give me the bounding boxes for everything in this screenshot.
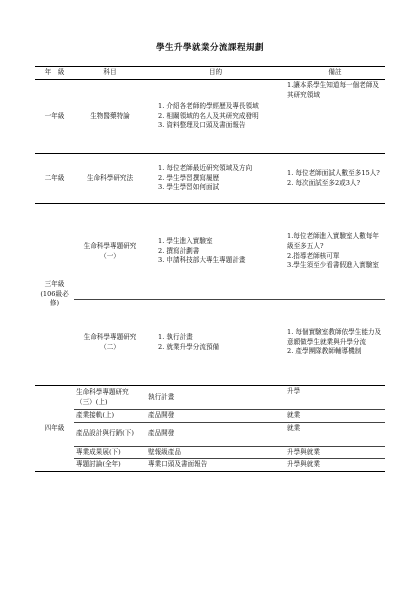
list-item: 3. 學生學習如何面試 xyxy=(158,183,220,192)
header-remark: 備註 xyxy=(328,68,342,77)
table-row xyxy=(35,410,385,423)
list-item: 3.學生須至少看書假進入實驗室 xyxy=(287,261,380,270)
subject-cell: 生物醫藥特論 xyxy=(90,111,130,120)
grade-cell: 二年級 xyxy=(44,173,65,182)
remark-cell: 升學與就業 xyxy=(287,460,320,469)
subject-cell: 專業成果展(下) xyxy=(76,447,121,456)
header-subject: 科目 xyxy=(103,68,117,77)
grade-label: 三年級 xyxy=(44,280,65,289)
grade-cell: 四年級 xyxy=(44,423,65,432)
remark-cell xyxy=(285,80,385,154)
goal-cell xyxy=(146,300,285,386)
subject-cell: 專題討論(全年) xyxy=(76,460,121,469)
page-title: 學生升學就業分流課程規劃 xyxy=(155,43,264,53)
list-item: 2.指導老師核可單 xyxy=(287,251,340,260)
subject-cell: 生命科學專題研究（二） xyxy=(83,332,137,351)
list-item: 1. 每個實驗室教師依學生能力及意願做學生就業與升學分流 xyxy=(287,328,382,346)
remark-cell xyxy=(285,154,385,204)
subject-cell: 產品設計與行銷(下) xyxy=(76,429,134,438)
subject-cell: 生命科學專題研究（一） xyxy=(83,241,137,260)
curriculum-table xyxy=(35,66,385,472)
list-item: 2. 相關領域的名人及其研究成發明 xyxy=(158,111,259,120)
table-row xyxy=(35,446,385,459)
table-row xyxy=(35,422,385,446)
list-item: 1.讓本系學生知道每一個老師及其研究領域 xyxy=(287,81,380,99)
grade-cell xyxy=(35,204,74,386)
subject-cell: 生命科學研究法 xyxy=(86,173,134,182)
remark-cell: 就業 xyxy=(287,423,301,432)
list-item: 1. 介紹各老師的學經歷及專長領域 xyxy=(158,102,259,111)
remark-cell xyxy=(285,300,385,386)
remark-cell: 升學與就業 xyxy=(287,447,320,456)
list-item: 1. 每位老師面試人數至多15人? xyxy=(287,168,380,177)
goal-cell: 壁報級產品 xyxy=(148,447,181,456)
goal-cell: 產品開發 xyxy=(148,429,175,438)
list-item: 2. 每次面試至多2或3人? xyxy=(287,178,361,187)
goal-cell xyxy=(146,80,285,154)
list-item: 2. 撰寫計劃書 xyxy=(158,246,200,255)
remark-cell xyxy=(285,204,385,300)
goal-cell: 專業口頭及書面報告 xyxy=(148,460,208,469)
table-row xyxy=(35,80,385,154)
table-header-row xyxy=(35,67,385,80)
subject-cell: 產業接軌(上) xyxy=(76,411,115,419)
goal-cell xyxy=(146,204,285,300)
header-goal: 目的 xyxy=(208,68,223,77)
list-item: 3. 申請科技部大專生專題計畫 xyxy=(158,256,246,265)
list-item: 2. 產學團隊教師輔導機制 xyxy=(287,347,362,356)
table-row xyxy=(35,300,385,386)
table-row xyxy=(35,386,385,410)
goal-cell xyxy=(146,154,285,204)
list-item: 1.每位老師進入實驗室人數每年級至多五人? xyxy=(287,232,380,250)
goal-cell: 產品開發 xyxy=(148,411,175,419)
list-item: 1. 每位老師最近研究領域及方向 xyxy=(158,164,253,173)
table-row xyxy=(35,459,385,472)
table-row xyxy=(35,154,385,204)
list-item: 2. 學生學習撰寫履歷 xyxy=(158,173,220,182)
list-item: 1. 執行計畫 xyxy=(158,332,193,341)
list-item: 3. 資料整理及口頭及書面報告 xyxy=(158,121,246,130)
remark-cell: 就業 xyxy=(287,411,301,419)
grade-cell: 一年級 xyxy=(44,111,65,120)
remark-cell: 升學 xyxy=(287,387,301,395)
table-row xyxy=(35,204,385,300)
goal-cell: 執行計畫 xyxy=(148,392,175,401)
list-item: 1. 學生進入實驗室 xyxy=(158,237,213,246)
grade-note: (106級必修) xyxy=(40,289,69,308)
list-item: 2. 就業升學分流預備 xyxy=(158,342,220,351)
header-grade: 年 級 xyxy=(44,68,65,77)
subject-cell: 生命科學專題研究（三）(上) xyxy=(76,387,129,406)
